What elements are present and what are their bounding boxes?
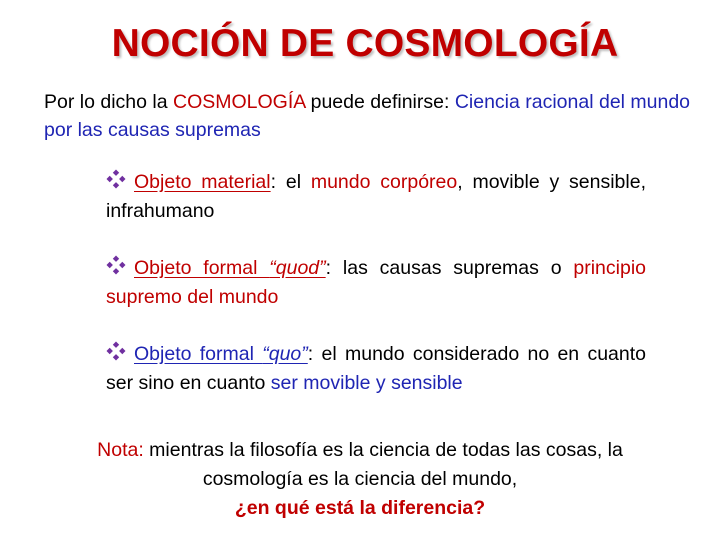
- definition-text-2: puede definirse:: [305, 91, 455, 113]
- bullet-3-quote: “quo”: [262, 343, 308, 365]
- bullet-objeto-formal-quo: [106, 340, 646, 398]
- diamond-bullet-icon: [106, 169, 126, 189]
- bullet-objeto-formal-quod: [106, 254, 646, 312]
- bullet-3-separator: :: [307, 343, 322, 365]
- bullet-3-text: el mundo considerado no en cuanto ser sino en cuanto: [106, 343, 647, 394]
- definition-paragraph: [44, 88, 694, 144]
- diamond-bullet-icon: [106, 255, 126, 275]
- diamond-bullet-icon: [106, 341, 126, 361]
- definition-statement: Ciencia racional del mundo por las causas supremas: [44, 91, 691, 141]
- definition-term: COSMOLOGÍA: [173, 91, 306, 113]
- bullet-1-highlight: mundo corpóreo: [310, 171, 458, 193]
- bullet-1-text-a: el: [285, 171, 311, 193]
- bullet-3-label: Objeto formal: [134, 343, 263, 365]
- bullet-2-quote: “quod”: [269, 257, 326, 279]
- bullet-1-label: Objeto material: [134, 171, 271, 193]
- note-label: Nota:: [97, 439, 144, 461]
- slide-title: NOCIÓN DE COSMOLOGÍA: [111, 22, 619, 65]
- note-text: mientras la filosofía es la ciencia de todas las cosas, la cosmología es la ciencia del mundo,: [143, 439, 623, 490]
- bullet-objeto-material: [106, 168, 646, 226]
- bullet-1-text-b: , movible y sensible, infrahumano: [106, 171, 646, 222]
- note-paragraph: [70, 436, 650, 523]
- note-question: ¿en qué está la diferencia?: [234, 497, 486, 519]
- definition-text-1: Por lo dicho la: [44, 91, 173, 113]
- bullet-3-highlight: ser movible y sensible: [270, 372, 463, 394]
- bullet-2-text-b: principio supremo del mundo: [106, 257, 646, 308]
- bullet-2-label: Objeto formal: [134, 257, 270, 279]
- bullet-2-separator: :: [325, 257, 343, 279]
- bullet-2-text-a: las causas supremas o: [342, 257, 574, 279]
- bullet-1-separator: :: [270, 171, 286, 193]
